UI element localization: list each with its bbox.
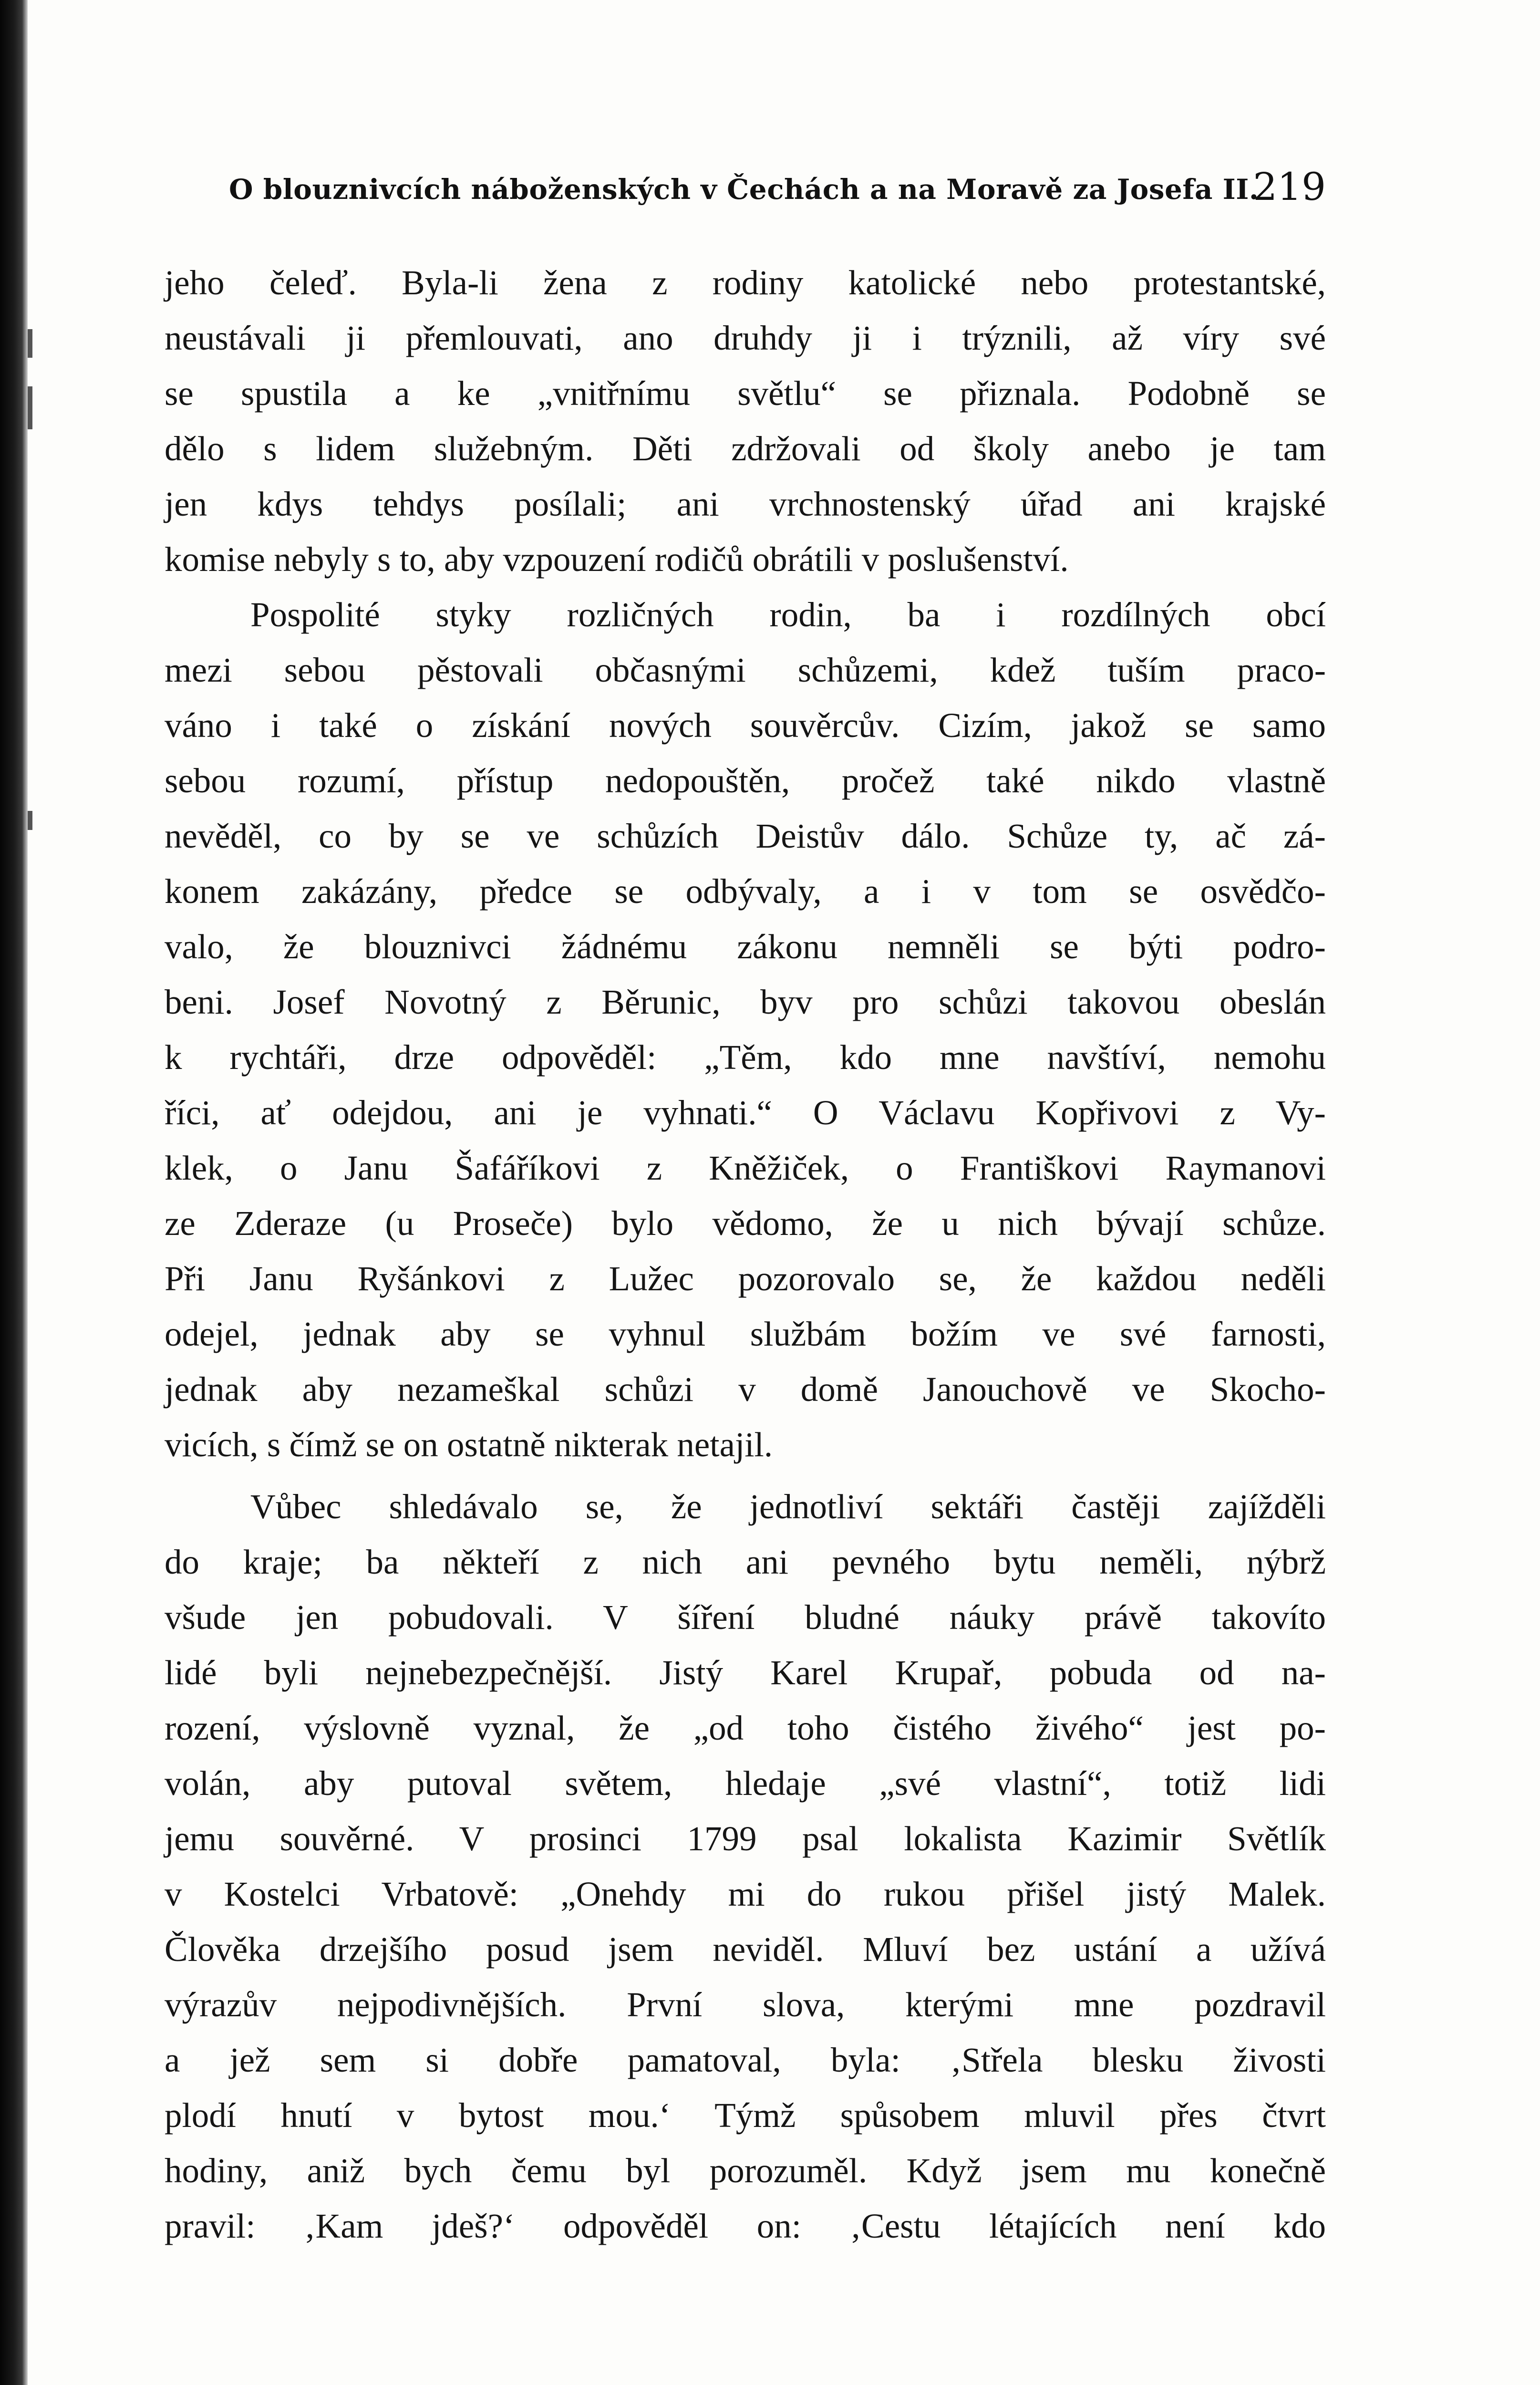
text-line: jemu souvěrné. V prosinci 1799 psal lokalista Kazimir Světlík [165, 1819, 1326, 1858]
binding-mark [28, 811, 32, 830]
text-line: Pospolité styky rozličných rodin, ba i rozdílných obcí [250, 595, 1326, 634]
text-line: rození, výslovně vyznal, že „od toho čistého živého“ jest po- [165, 1709, 1326, 1747]
paragraph [165, 255, 1326, 587]
text-line: plodí hnutí v bytost mou.‘ Týmž spůsobem mluvil přes čtvrt [165, 2096, 1326, 2135]
binding-mark [28, 329, 32, 358]
text-line: volán, aby putoval světem, hledaje „své vlastní“, totiž lidi [165, 1764, 1326, 1803]
text-line: k rychtáři, drze odpověděl: „Těm, kdo mne navštíví, nemohu [165, 1038, 1326, 1077]
text-line: a jež sem si dobře pamatoval, byla: ‚Střela blesku živosti [165, 2041, 1326, 2079]
paragraph [165, 1479, 1326, 2254]
text-line: lidé byli nejnebezpečnější. Jistý Karel Krupař, pobuda od na- [165, 1653, 1326, 1692]
text-line: dělo s lidem služebným. Děti zdržovali od školy anebo je tam [165, 429, 1326, 468]
text-line: říci, ať odejdou, ani je vyhnati.“ O Václavu Kopřivovi z Vy- [165, 1093, 1326, 1132]
body-text [165, 255, 1326, 2254]
text-line: vicích, s čímž se on ostatně nikterak netajil. [165, 1425, 773, 1464]
text-line: do kraje; ba někteří z nich ani pevného bytu neměli, nýbrž [165, 1543, 1326, 1581]
text-line: ze Zderaze (u Proseče) bylo vědomo, že u nich bývají schůze. [165, 1204, 1326, 1243]
running-header [229, 165, 1326, 217]
text-line: váno i také o získání nových souvěrcův. Cizím, jakož se samo [165, 706, 1326, 745]
text-line: komise nebyly s to, aby vzpouzení rodičů obrátili v poslušenství. [165, 540, 1069, 579]
text-line: jeho čeleď. Byla-li žena z rodiny katolické nebo protestantské, [165, 263, 1326, 302]
text-line: hodiny, aniž bych čemu byl porozuměl. Když jsem mu konečně [165, 2151, 1326, 2190]
text-line: v Kostelci Vrbatově: „Onehdy mi do rukou přišel jistý Malek. [165, 1875, 1326, 1913]
binding-mark [28, 386, 32, 429]
running-title: O blouznivcích náboženských v Čechách a na Moravě za Josefa II. [229, 173, 1259, 206]
text-line: sebou rozumí, přístup nedopouštěn, pročež také nikdo vlastně [165, 761, 1326, 800]
text-line: beni. Josef Novotný z Běrunic, byv pro schůzi takovou obeslán [165, 983, 1326, 1021]
text-line: odejel, jednak aby se vyhnul službám božím ve své farnosti, [165, 1315, 1326, 1353]
text-line: se spustila a ke „vnitřnímu světlu“ se přiznala. Podobně se [165, 374, 1326, 413]
text-line: mezi sebou pěstovali občasnými schůzemi, kdež tuším praco- [165, 651, 1326, 689]
text-line: Člověka drzejšího posud jsem neviděl. Mluví bez ustání a užívá [165, 1930, 1326, 1969]
text-line: pravil: ‚Kam jdeš?‘ odpověděl on: ‚Cestu létajících není kdo [165, 2207, 1326, 2245]
text-line: jednak aby nezameškal schůzi v domě Janouchově ve Skocho- [165, 1370, 1326, 1409]
text-line: konem zakázány, předce se odbývaly, a i v tom se osvědčo- [165, 872, 1326, 911]
binding-edge [0, 0, 28, 2385]
text-line: neustávali ji přemlouvati, ano druhdy ji i trýznili, až víry své [165, 319, 1326, 357]
text-line: jen kdys tehdys posílali; ani vrchnostenský úřad ani krajské [165, 485, 1326, 523]
text-line: klek, o Janu Šafáříkovi z Kněžiček, o Františkovi Raymanovi [165, 1149, 1326, 1187]
text-line: valo, že blouznivci žádnému zákonu nemněli se býti podro- [165, 927, 1326, 966]
paragraph [165, 587, 1326, 1472]
text-line: Vůbec shledávalo se, že jednotliví sektáři častěji zajížděli [250, 1487, 1326, 1526]
page-number: 219 [1253, 165, 1326, 209]
text-line: nevěděl, co by se ve schůzích Deistův dálo. Schůze ty, ač zá- [165, 817, 1326, 855]
text-line: výrazův nejpodivnějších. První slova, kterými mne pozdravil [165, 1985, 1326, 2024]
text-line: všude jen pobudovali. V šíření bludné náuky právě takovíto [165, 1598, 1326, 1637]
paragraph-gap [165, 1472, 1326, 1479]
text-line: Při Janu Ryšánkovi z Lužec pozorovalo se, že každou neděli [165, 1259, 1326, 1298]
